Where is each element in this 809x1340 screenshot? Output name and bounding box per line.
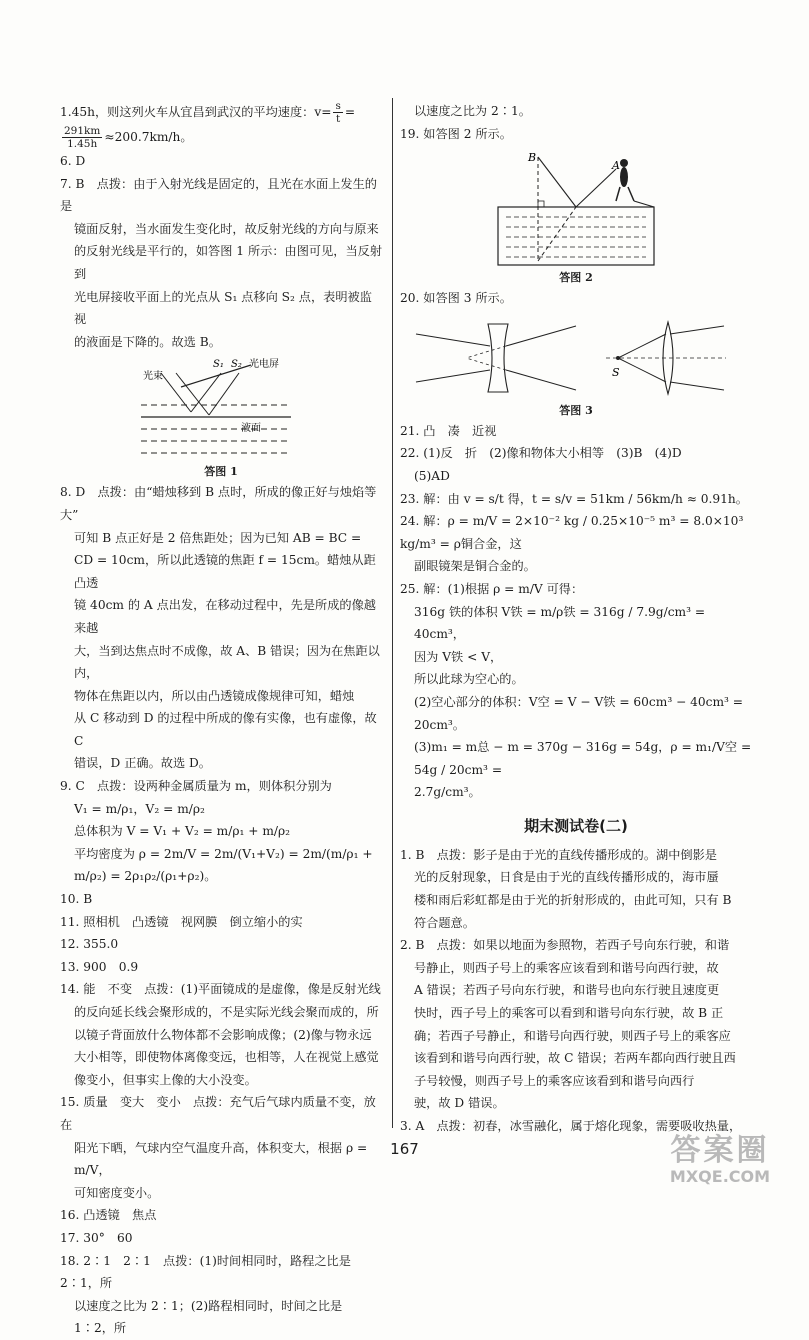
answer-23: 23. 解：由 v = s/t 得，t = s/v = 51km / 56km/h ≈ 0.91h。	[400, 491, 748, 506]
answer-21: 21. 凸 凑 近视	[400, 423, 497, 438]
watermark-text: 答案圈	[670, 1133, 770, 1168]
answer-13: 13. 900 0.9	[60, 959, 139, 974]
answer-9: 9. C 点拨：设两种金属质量为 m，则体积分别为	[60, 779, 332, 794]
answer-8-cont: 从 C 移动到 D 的过程中所成的像有实像，也有虚像，故 C	[74, 711, 377, 748]
fig1-liquid-label: 液面	[241, 423, 261, 435]
answer-8-cont: 可知 B 点正好是 2 倍焦距处；因为已知 AB = BC =	[74, 530, 362, 545]
section2-answer-2-cont: 驶，故 D 错误。	[414, 1096, 505, 1111]
answer-18: 18. 2∶1 2∶1 点拨：(1)时间相同时，路程之比是 2∶1，所	[60, 1253, 351, 1291]
answer-8-cont: 镜 40cm 的 A 点出发，在移动过程中，先是所成的像越来越	[74, 598, 376, 635]
answer-7-cont: 的液面是下降的。故选 B。	[74, 334, 221, 349]
line: 1.45h，则这列火车从宜昌到武汉的平均速度：v= $\frac{s}{t}$ =	[60, 100, 356, 125]
figure-1-diagram	[121, 357, 321, 463]
answer-25-cont: (3)m₁ = m总 − m = 370g − 316g = 54g，ρ = m₁/V空 = 54g / 20cm³ =	[414, 740, 752, 777]
answer-17: 17. 30° 60	[60, 1230, 133, 1245]
figure-1-caption: 答图 1	[204, 465, 238, 479]
answer-8-cont: 错误，D 正确。故选 D。	[74, 756, 211, 771]
fig1-s2-label: S₂	[231, 359, 242, 371]
figure-3-diagram	[406, 314, 746, 402]
fig2-a-label: A	[612, 159, 620, 173]
answer-14-cont: 的反向延长线会聚形成的，不是实际光线会聚而成的，所	[74, 1005, 379, 1019]
fig1-s1-label: S₁	[213, 359, 224, 371]
section2-answer-2-cont: 号静止，则西子号上的乘客应该看到和谐号向西行驶，故	[414, 960, 719, 975]
page-number: 167	[390, 1140, 419, 1158]
answer-24-cont: 副眼镜架是铜合金的。	[414, 559, 536, 574]
answer-25-cont: (2)空心部分的体积：V空 = V − V铁 = 60cm³ − 40cm³ =	[414, 694, 744, 709]
watermark-url: MXQE.COM	[669, 1167, 771, 1186]
section2-answer-2-cont: A 错误；若西子号向东行驶，和谐号也向东行驶且速度更	[414, 983, 720, 998]
fig3-s-label: S	[612, 365, 620, 379]
section2-answer-2-cont: 确；若西子号静止，和谐号向西行驶，则西子号上的乘客应	[414, 1028, 731, 1043]
answer-10: 10. B	[60, 892, 93, 907]
section2-answer-2: 2. B 点拨：如果以地面为参照物，若西子号向东行驶，和谐	[400, 938, 730, 953]
answer-25-cont: 20cm³。	[414, 717, 465, 732]
fraction: $\frac{s}{t}$	[335, 100, 341, 125]
answer-12: 12. 355.0	[60, 937, 119, 952]
answer-7: 7. B 点拨：由于入射光线是固定的，且光在水面上发生的是	[60, 176, 377, 214]
answer-14-cont: 以镜子背面放什么物体都不会影响成像；(2)像与物永远	[74, 1027, 372, 1042]
column-divider	[392, 98, 393, 1128]
answer-16: 16. 凸透镜 焦点	[60, 1208, 157, 1223]
answer-25: 25. 解：(1)根据 ρ = m/V 可得：	[400, 581, 584, 596]
figure-3-caption: 答图 3	[559, 403, 593, 417]
answer-25-cont: 所以此球为空心的。	[414, 672, 524, 687]
answer-25-cont: 2.7g/cm³。	[414, 785, 481, 800]
answer-15-cont: 阳光下晒，气球内空气温度升高，体积变大，根据 ρ = m/V，	[74, 1140, 368, 1178]
answer-25-cont: 316g 铁的体积 V铁 = m/ρ铁 = 316g / 7.9g/cm³ = 40cm³，	[414, 604, 706, 642]
fraction: $\frac{291km}{1.45h}$	[64, 125, 101, 150]
answer-24: 24. 解：ρ = m/V = 2×10⁻² kg / 0.25×10⁻⁵ m³ = 8.0×10³ kg/m³ = ρ铜合金，这	[400, 514, 744, 551]
answer-22: 22. (1)反 折 (2)像和物体大小相等 (3)B (4)D	[400, 446, 682, 461]
section2-answer-2-cont: 子号较慢，则西子号上的乘客应该看到和谐号向西行	[414, 1073, 695, 1088]
section2-answer-1-cont: 符合题意。	[414, 915, 475, 930]
answer-15: 15. 质量 变大 变小 点拨：充气后气球内质量不变，放在	[60, 1095, 376, 1132]
section2-answer-1: 1. B 点拨：影子是由于光的直线传播形成的。湖中倒影是	[400, 847, 717, 862]
section2-answer-2-cont: 该看到和谐号向西行驶，故 C 错误；若两车都向西行驶且西	[414, 1051, 736, 1066]
answer-14-cont: 像变小，但事实上像的大小没变。	[74, 1072, 257, 1087]
fig1-screen-label: 光电屏	[249, 359, 279, 371]
figure-2-diagram	[476, 149, 676, 269]
answer-9-formula: 总体积为 V = V₁ + V₂ = m/ρ₁ + m/ρ₂	[74, 824, 291, 839]
line: $\frac{291km}{1.45h}$ ≈200.7km/h。	[64, 125, 193, 150]
section2-answer-2-cont: 快时，西子号上的乘客可以看到和谐号向东行驶，故 B 正	[414, 1006, 724, 1021]
answer-22-cont: (5)AD	[414, 468, 450, 483]
answer-9-formula: V₁ = m/ρ₁，V₂ = m/ρ₂	[74, 801, 205, 816]
answer-15-cont: 可知密度变小。	[74, 1185, 160, 1200]
section2-answer-1-cont: 楼和雨后彩虹都是由于光的折射形成的，由此可知，只有 B	[414, 893, 732, 908]
fig2-b-label: B	[528, 151, 537, 165]
answer-7-cont: 的反射光线是平行的，如答图 1 所示：由图可见，当反射到	[74, 244, 383, 281]
answer-8: 8. D 点拨：由“蜡烛移到 B 点时，所成的像正好与烛焰等大”	[60, 485, 377, 522]
fig1-beam-label: 光束	[143, 371, 163, 383]
right-column	[400, 100, 752, 1138]
answer-14-cont: 大小相等，即使物体离像变远，也相等，人在视觉上感觉	[74, 1050, 379, 1065]
answer-14: 14. 能 不变 点拨：(1)平面镜成的是虚像，像是反射光线	[60, 982, 381, 997]
answer-25-cont: 因为 V铁 < V，	[414, 649, 503, 664]
section-title: 期末测试卷(二)	[524, 816, 628, 835]
answer-7-cont: 光电屏接收平面上的光点从 S₁ 点移向 S₂ 点，表明被监视	[74, 289, 372, 327]
answer-11: 11. 照相机 凸透镜 视网膜 倒立缩小的实	[60, 914, 303, 929]
answer-19: 19. 如答图 2 所示。	[400, 126, 512, 141]
answer-7-cont: 镜面反射，当水面发生变化时，故反射光线的方向与原来	[74, 221, 379, 236]
answer-20: 20. 如答图 3 所示。	[400, 291, 512, 306]
answer-8-cont: CD = 10cm，所以此透镜的焦距 f = 15cm。蜡烛从距凸透	[74, 553, 376, 590]
answer-18-cont: 以速度之比为 2∶1；(2)路程相同时，时间之比是 1∶2，所	[74, 1298, 343, 1336]
section2-answer-3: 3. A 点拨：初春，冰雪融化，属于熔化现象，需要吸收热量，	[400, 1119, 742, 1133]
answer-6: 6. D	[60, 154, 86, 168]
answer-18-end: 以速度之比为 2∶1。	[414, 104, 531, 118]
answer-8-cont: 大，当到达焦点时不成像，故 A、B 错误；因为在焦距以内，	[74, 643, 380, 681]
section2-answer-1-cont: 光的反射现象，日食是由于光的直线传播形成的，海市蜃	[414, 870, 719, 885]
answer-9-formula: 平均密度为 ρ = 2m/V = 2m/(V₁+V₂) = 2m/(m/ρ₁ + m/ρ₂) = 2ρ₁ρ₂/(ρ₁+ρ₂)。	[74, 846, 373, 884]
figure-2-caption: 答图 2	[559, 271, 593, 285]
watermark-logo	[645, 1134, 795, 1194]
answer-8-cont: 物体在焦距以内，所以由凸透镜成像规律可知，蜡烛	[74, 688, 355, 703]
